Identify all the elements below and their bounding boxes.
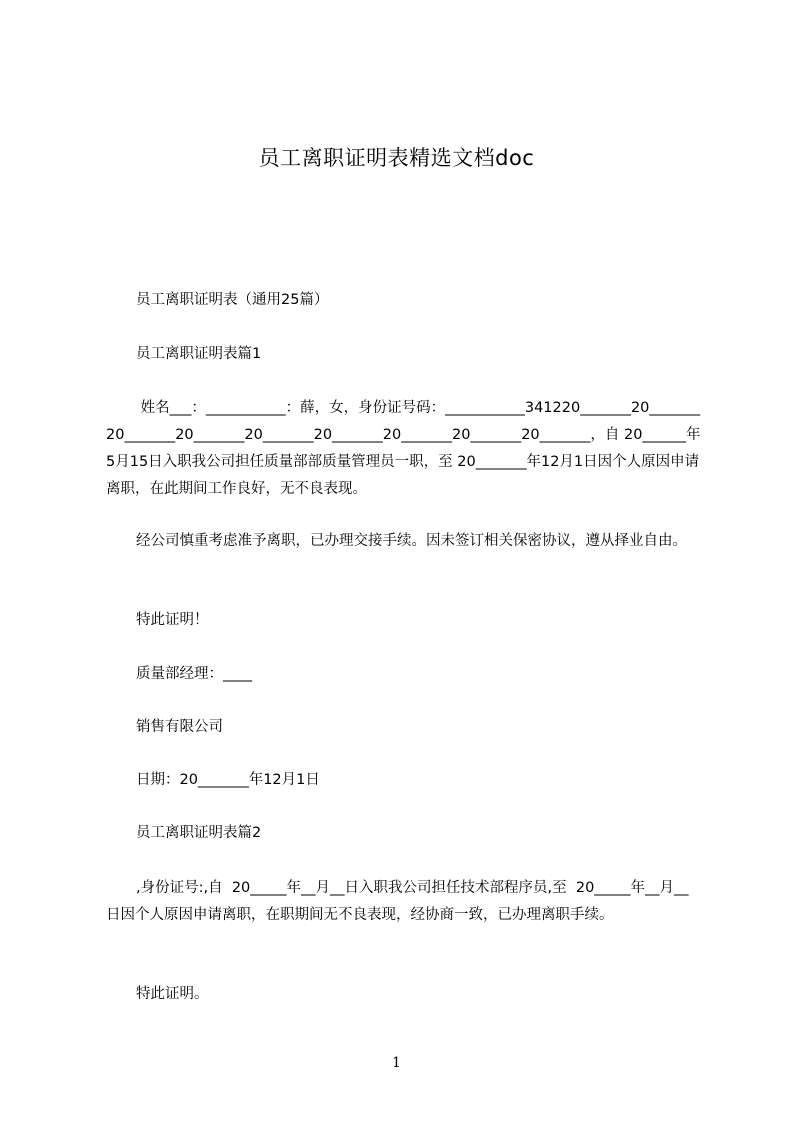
paragraph-manager-signature: 质量部经理：____	[136, 666, 252, 682]
paragraph-section-1-heading: 员工离职证明表篇1	[136, 346, 262, 362]
page-number: 1	[392, 1055, 401, 1071]
paragraph-company-name: 销售有限公司	[136, 719, 223, 735]
paragraph-collection-heading: 员工离职证明表（通用25篇）	[136, 292, 329, 308]
document-title: 员工离职证明表精选文档doc	[258, 146, 535, 170]
paragraph-certification: 特此证明！	[136, 612, 209, 628]
paragraph-resignation-approval: 经公司慎重考虑准予离职，已办理交接手续。因未签订相关保密协议，遵从择业自由。	[136, 533, 687, 549]
paragraph-employee-info-2: ,身份证号:,自 20_____年__月__日入职我公司担任技术部程序员,至 20_____年__月__日因个人原因申请离职，在职期间无不良表现，经协商一致，已办理离职手续。	[106, 880, 689, 923]
paragraph-date: 日期：20_______年12月1日	[136, 772, 320, 788]
paragraph-certification-2: 特此证明。	[136, 986, 209, 1002]
paragraph-employee-info: 姓名___：___________：薛，女，身份证号码：___________341220_______20_______20_______20_______20_______20_______20_______20_______20_______，自 20______年5月15日入职我公司担任质量部部质量管理员一职，至 20_______年12月1日因个人原因申请离职，在此期间工作良好，无不良表现。	[106, 400, 701, 497]
paragraph-section-2-heading: 员工离职证明表篇2	[136, 825, 262, 841]
